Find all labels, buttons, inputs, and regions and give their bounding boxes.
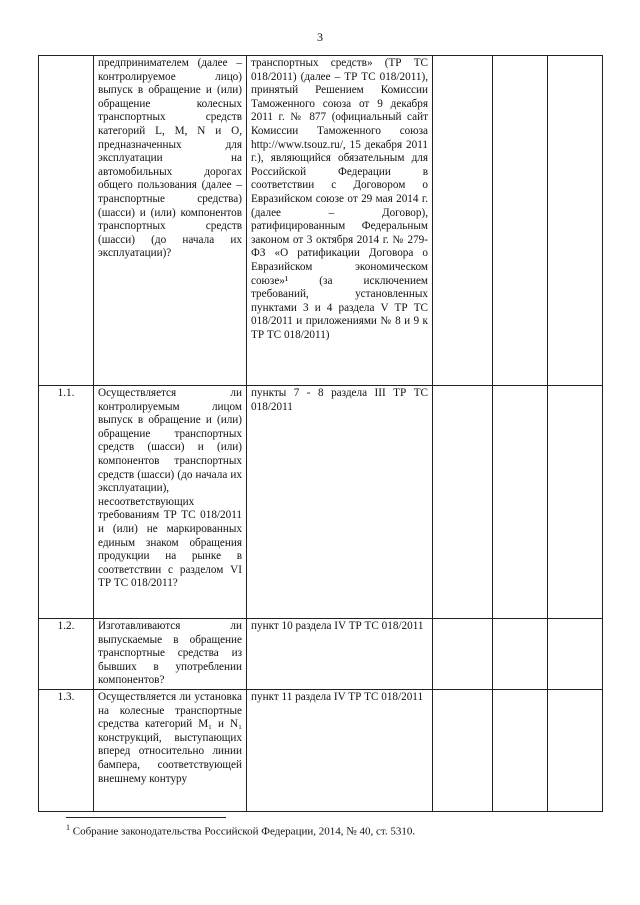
question-cell: предпринимателем (далее – контролируемое лицо) выпуск в обращение и (или) обращение колесных транспортных средств категорий L, M, N и O, предназначенных для эксплуатации на автомобильных дорогах общего пользования (далее – транспортные средства) (шасси) и (или) компонентов транспортных средств (шасси) (до начала их эксплуатации)?: [94, 56, 247, 386]
answer-cell: [548, 386, 603, 619]
answer-cell: [433, 56, 493, 386]
answer-cell: [493, 619, 548, 690]
reference-cell: транспортных средств» (ТР ТС 018/2011) (далее – ТР ТС 018/2011), принятый Решением Комиссии Таможенного союза от 9 декабря 2011 г. № 877 (официальный сайт Комиссии Таможенного союза http://www.tsouz.ru/, 15 декабря 2011 г.), являющийся обязательным для Российской Федерации в соответствии с Договором о Евразийском союзе от 29 мая 2014 г. (далее – Договор), ратифицированным Федеральным законом от 3 октября 2014 г. № 279-ФЗ «О ратификации Договора о Евразийском экономическом союзе»¹ (за исключением требований, установленных пунктами 3 и 4 раздела V ТР ТС 018/2011 и приложениями № 8 и 9 к ТР ТС 018/2011): [247, 56, 433, 386]
row-number: [39, 56, 94, 386]
answer-cell: [548, 689, 603, 811]
answer-cell: [433, 386, 493, 619]
reference-cell: пункт 10 раздела IV ТР ТС 018/2011: [247, 619, 433, 690]
question-cell: Осуществляется ли контролируемым лицом выпуск в обращение и (или) обращение транспортных средств (шасси) и (или) компонентов транспортных средств (шасси) (до начала их эксплуатации), несоответствующих требованиям ТР ТС 018/2011 и (или) не маркированных единым знаком обращения продукции на рынке в соответствии с разделом VI ТР ТС 018/2011?: [94, 386, 247, 619]
checklist-table: [38, 55, 603, 812]
question-cell: Изготавливаются ли выпускаемые в обращение транспортные средства из бывших в употреблении компонентов?: [94, 619, 247, 690]
answer-cell: [548, 56, 603, 386]
page-number: 3: [317, 30, 323, 44]
footnote: [66, 823, 415, 838]
question-cell: Осуществляется ли установка на колесные транспортные средства категорий M₁ и N₁ конструкций, выступающих вперед относительно линии бампера, соответствующей внешнему контуру: [94, 689, 247, 811]
footnote-divider: [66, 817, 226, 818]
row-number: 1.3.: [39, 689, 94, 811]
reference-cell: пункт 11 раздела IV ТР ТС 018/2011: [247, 689, 433, 811]
answer-cell: [433, 689, 493, 811]
answer-cell: [493, 56, 548, 386]
footnote-mark: 1: [66, 823, 70, 832]
table-row: [39, 386, 603, 619]
answer-cell: [548, 619, 603, 690]
answer-cell: [493, 386, 548, 619]
table-row: [39, 56, 603, 386]
footnote-text: Собрание законодательства Российской Федерации, 2014, № 40, ст. 5310.: [72, 825, 416, 838]
answer-cell: [493, 689, 548, 811]
table-row: [39, 689, 603, 811]
row-number: 1.1.: [39, 386, 94, 619]
row-number: 1.2.: [39, 619, 94, 690]
answer-cell: [433, 619, 493, 690]
reference-cell: пункты 7 - 8 раздела III ТР ТС 018/2011: [247, 386, 433, 619]
table-row: [39, 619, 603, 690]
